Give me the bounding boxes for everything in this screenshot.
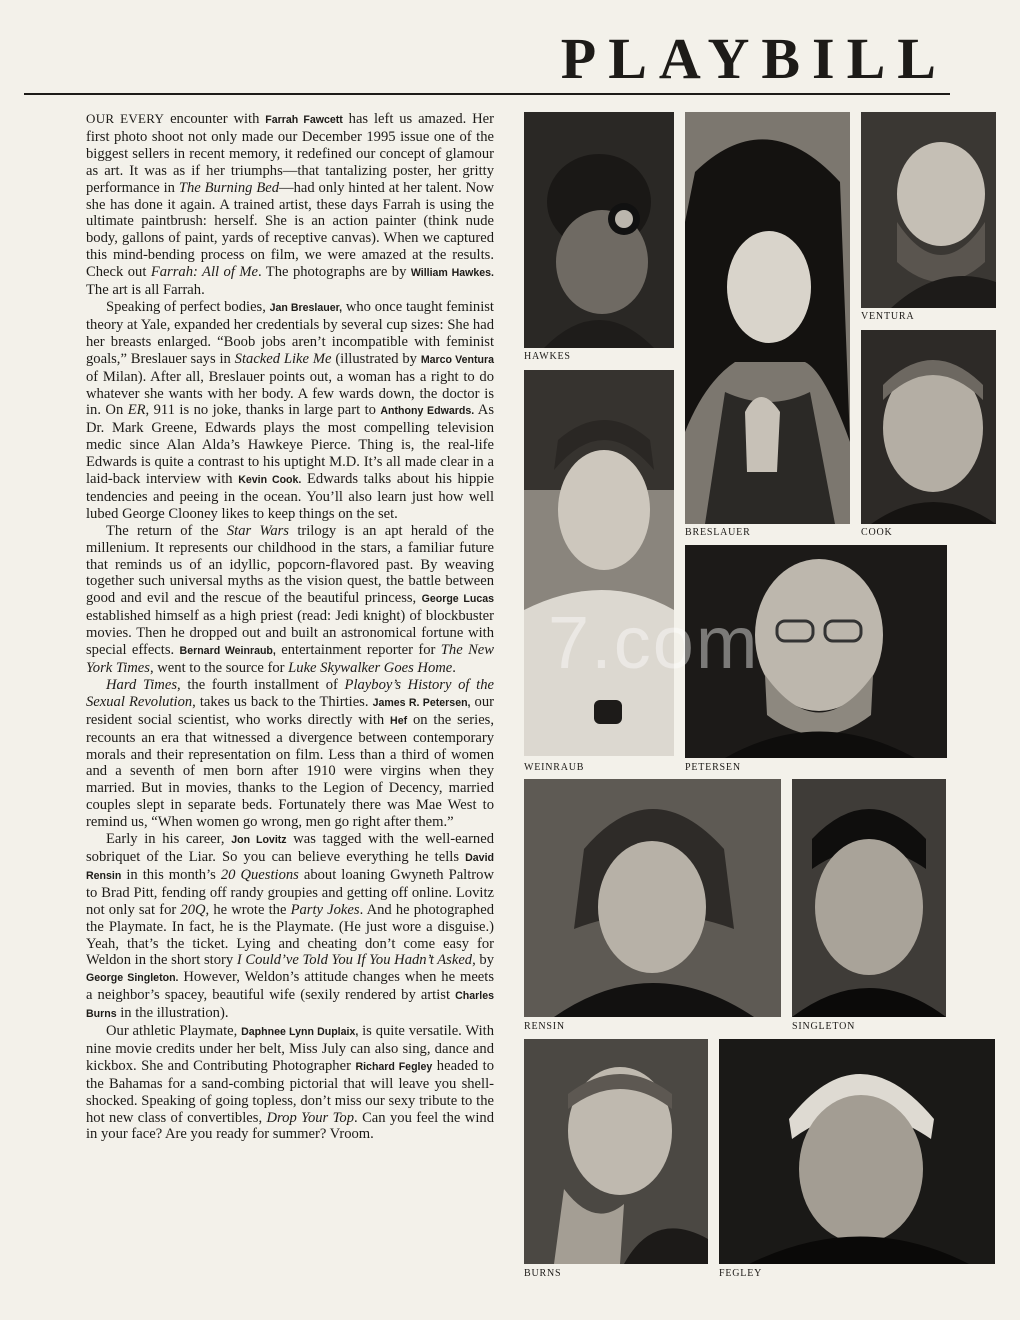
contributor-name: Marco Ventura	[420, 353, 494, 366]
feature-title: Farrah: All of Me	[150, 264, 258, 281]
text: who once taught feminist theory at Yale, expanded her credentials by several cup sizes: She had her breasts enlarged. “Boob jobs aren’t incompatible with feminist goals,” Breslauer says in	[86, 298, 494, 367]
caption-singleton: SINGLETON	[792, 1021, 856, 1032]
paragraph-lovitz	[86, 831, 494, 1023]
contributor-name: George Lucas	[421, 593, 494, 606]
contributor-name: Anthony Edwards.	[380, 405, 475, 418]
feature-title: Playboy’s History of the Sexual Revolution	[86, 676, 494, 710]
caption-ventura: VENTURA	[861, 311, 915, 322]
feature-title: Drop Your Top	[266, 1109, 355, 1126]
text: The return of the	[106, 522, 227, 539]
text: was tagged with the well-earned sobriquet of the Liar. So you can believe everything he tells	[86, 831, 494, 865]
photo-breslauer	[685, 112, 850, 524]
contributor-name: James R. Petersen,	[372, 696, 471, 709]
text: Early in his career,	[106, 831, 232, 848]
watermark: 7.com	[548, 601, 760, 684]
caption-hawkes: HAWKES	[524, 351, 571, 362]
text: on the series, recounts an era that witnessed a divergence between contemporary morals and their representation on film. Less than a third of women and a seventh of men born after 1910 were virgins when they married. But in movies, thanks to the Legion of Decency, married couples slept in separate beds. Fortunately there was Mae West to remind us, “When women go wrong, men go right after them.”	[86, 711, 494, 831]
text: headed to the Bahamas for a sand-combing pictorial that will leave you shell-shocked. Speaking of going topless, don’t miss our sexy tribute to the hot new class of convertibles,	[86, 1057, 494, 1126]
photo-hawkes	[524, 112, 674, 348]
text: . The photographs are by	[257, 264, 411, 281]
text: , by	[472, 952, 494, 969]
text: However, Weldon’s attitude changes when he meets a neighbor’s spacey, beautiful wife (sexily rendered by artist	[86, 969, 495, 1004]
masthead-rule	[24, 93, 950, 95]
contributor-name: Richard Fegley	[355, 1060, 433, 1073]
text: Our athletic Playmate,	[106, 1023, 242, 1040]
text: about loaning Gwyneth Paltrow to Brad Pitt, fending off randy groupies and getting off online. Lovitz not only sat for	[86, 866, 494, 918]
photo-cook	[861, 330, 996, 524]
feature-title: The New York Times	[86, 642, 495, 676]
contributor-name: George Singleton.	[86, 972, 179, 985]
contributor-name: William Hawkes.	[410, 267, 494, 280]
feature-title: The Burning Bed	[178, 179, 280, 196]
caption-fegley: FEGLEY	[719, 1268, 763, 1279]
feature-title: Luke Skywalker Goes Home	[288, 660, 453, 676]
contributor-name: Charles Burns	[86, 990, 494, 1021]
text: is quite versatile. With nine movie credits under her belt, Miss July can also sing, dance and kickbox. She and Contributing Photographer	[86, 1023, 494, 1074]
text: , takes us back to the Thirties.	[192, 693, 373, 710]
feature-title: 20Q	[180, 901, 206, 918]
paragraph-farrah	[86, 111, 494, 299]
caption-weinraub: WEINRAUB	[524, 762, 585, 773]
photo-fegley	[719, 1039, 995, 1264]
paragraph-hard-times	[86, 677, 494, 831]
caption-burns: BURNS	[524, 1268, 562, 1279]
text: Edwards talks about his hippie tendencies and peeing in the ocean. You’ll also learn just how well lubed George Clooney likes to keep things on the set.	[86, 471, 494, 522]
text: our resident social scientist, who works directly with	[86, 693, 495, 728]
text: . And he photographed the Playmate. In fact, he is the Playmate. (He just wore a disguise.) Yeah, that’s the ticket. Lying and cheating don’t come easy for Weldon in the short story	[86, 901, 494, 969]
text: As Dr. Mark Greene, Edwards plays the most compelling television medic since Alan Alda’s Hawkeye Pierce. Thing is, the real-life Edwards is quite a contrast to his uptight M.D. It’s all made clear in a laid-back interview with	[86, 402, 495, 488]
text: Speaking of perfect bodies,	[106, 298, 270, 315]
contributor-name: David Rensin	[86, 851, 494, 882]
feature-title: 20 Questions	[220, 866, 299, 883]
photo-ventura	[861, 112, 996, 308]
text: (illustrated by	[331, 350, 421, 367]
text: , went to the source for	[149, 660, 289, 676]
text: entertainment reporter for	[275, 642, 441, 659]
text: . Can you feel the wind in your face? Are you ready for summer? Vroom.	[86, 1109, 494, 1143]
caption-rensin: RENSIN	[524, 1021, 565, 1032]
text: , 911 is no joke, thanks in large part to	[145, 402, 381, 419]
paragraph-playmate	[86, 1023, 494, 1143]
caption-cook: COOK	[861, 527, 893, 538]
text: established himself as a high priest (read: Jedi knight) of blockbuster movies. Then he dropped out and built an astronomical fortune with special effects.	[86, 608, 494, 659]
paragraph-star-wars	[86, 523, 494, 677]
text: , he wrote the	[205, 901, 291, 918]
text: in the illustration).	[116, 1005, 229, 1022]
contributor-name: Hef	[390, 714, 408, 727]
feature-title: Stacked Like Me	[234, 350, 332, 367]
feature-title: Party Jokes	[290, 901, 360, 918]
masthead-title: PLAYBILL	[560, 26, 948, 91]
photo-rensin	[524, 779, 781, 1017]
caption-petersen: PETERSEN	[685, 762, 741, 773]
text: , the fourth installment of	[177, 676, 345, 693]
photo-burns	[524, 1039, 708, 1264]
feature-title: Star Wars	[226, 522, 289, 539]
text: trilogy is an apt herald of the millenium. It represents our childhood in the stars, a familiar future that reminds us of an idyllic, popcorn-flavored past. By weaving together such universal myths as the vision quest, the battle between good and evil and the rescue of the beautiful princess,	[86, 522, 494, 607]
contributor-name: Daphnee Lynn Duplaix,	[241, 1026, 359, 1039]
text: —had only hinted at her talent. Now she has done it again. A trained artist, these days Farrah is using the ultimate paintbrush: herself. She is an action painter (think nude body, gallons of paint, yards of receptive canvas). When we captured this mind-bending process on film, we were amazed at the results. Check out	[86, 179, 494, 281]
lead-in: OUR EVERY	[86, 111, 165, 126]
photo-petersen	[685, 545, 947, 758]
photo-weinraub	[524, 370, 674, 756]
contributor-name: Jon Lovitz	[231, 834, 287, 847]
feature-title: ER	[127, 402, 146, 419]
feature-title: Hard Times	[106, 676, 178, 693]
article-body	[86, 111, 494, 1143]
text: encounter with	[164, 111, 266, 127]
contributor-name: Farrah Fawcett	[265, 114, 343, 126]
feature-title: I Could’ve Told You If You Hadn’t Asked	[236, 952, 473, 969]
text: in this month’s	[121, 866, 221, 883]
contributor-name: Jan Breslauer,	[269, 301, 343, 314]
photo-singleton	[792, 779, 946, 1017]
paragraph-breslauer	[86, 299, 494, 523]
text: .	[452, 660, 456, 676]
text: The art is all Farrah.	[86, 282, 205, 299]
contributor-name: Bernard Weinraub,	[179, 645, 276, 658]
caption-breslauer: BRESLAUER	[685, 527, 751, 538]
contributor-name: Kevin Cook.	[238, 474, 302, 487]
text: of Milan). After all, Breslauer points out, a woman has a right to do whatever she wants with her body. A few wards down, the doctor is in. On	[86, 368, 494, 419]
text: has left us amazed. Her first photo shoot not only made our December 1995 issue one of the biggest sellers in recent memory, it redefined our concept of glamour as art. It was as if her triumphs—that tantalizing poster, her gritty performance in	[86, 111, 495, 196]
